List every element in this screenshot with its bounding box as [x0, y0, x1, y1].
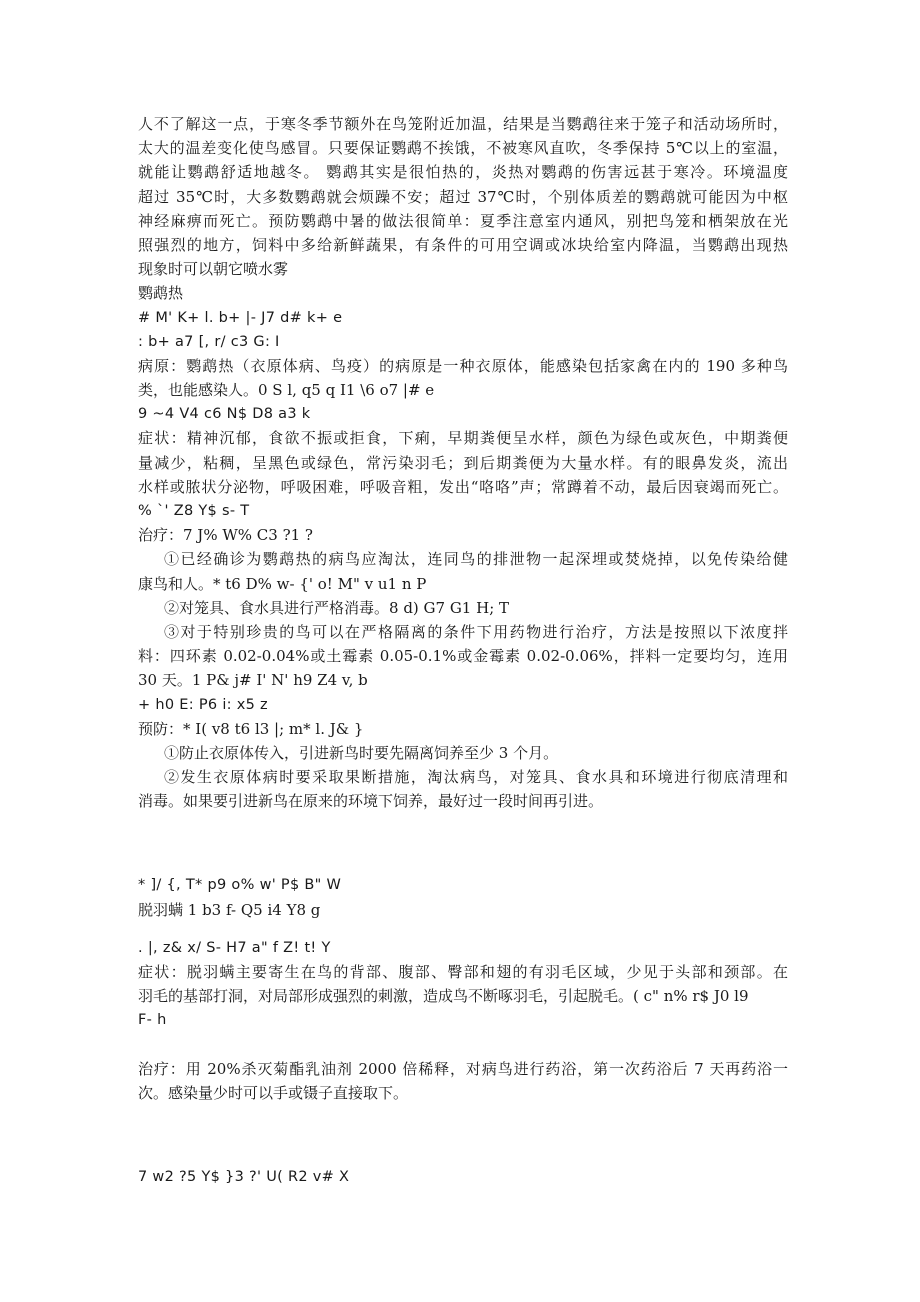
paragraph-spacer [138, 1105, 788, 1141]
text-line: ②对笼具、食水具进行严格消毒。8 d) G7 G1 H; T [164, 598, 510, 617]
document-page [138, 112, 788, 1189]
text-line: ③对于特别珍贵的鸟可以在严格隔离的条件下用药物进行治疗，方法是按照以下浓度拌 [164, 622, 788, 641]
text-line: 料：四环素 0.02-0.04%或土霉素 0.05-0.1%或金霉素 0.02-0.06%，拌料一定要均匀，连用 [138, 647, 788, 666]
paragraph-spacer [138, 1141, 788, 1165]
text-line: 就能让鹦鹉舒适地越冬。 鹦鹉其实是很怕热的，炎热对鹦鹉的伤害远甚于寒冷。环境温度 [138, 163, 788, 182]
noise-text-line: + h0 E: P6 i: x5 z [138, 696, 268, 713]
text-line: 症状：精神沉郁，食欲不振或拒食，下痢，早期粪便呈水样，颜色为绿色或灰色，中期粪便 [138, 429, 788, 448]
text-line: 羽毛的基部打洞，对局部形成强烈的刺激，造成鸟不断啄羽毛，引起脱毛。( c" n% r$ J0 l9 [138, 987, 749, 1006]
noise-text-line: . |, z& x/ S- H7 a" f Z! t! Y [138, 939, 331, 956]
noise-text-line: F- h [138, 1012, 167, 1029]
noise-text-line: 9 ~4 V4 c6 N$ D8 a3 k [138, 406, 311, 423]
noise-text-line: % `' Z8 Y$ s- T [138, 503, 250, 519]
text-line: 类，也能感染人。0 S l, q5 q I1 \6 o7 |# e [138, 381, 435, 400]
text-line: 水样或脓状分泌物，呼吸困难，呼吸音粗，发出“咯咯”声；常蹲着不动，最后因衰竭而死亡。 [138, 477, 788, 496]
text-line: 康鸟和人。* t6 D% w- {' o! M" v u1 n P [138, 574, 427, 593]
paragraph-spacer [138, 1033, 788, 1057]
text-line: 量减少，粘稠，呈黑色或绿色，常污染羽毛；到后期粪便为大量水样。有的眼鼻发炎，流出 [138, 453, 788, 472]
text-line: 照强烈的地方，饲料中多给新鲜蔬果，有条件的可用空调或冰块给室内降温，当鹦鹉出现热 [138, 235, 788, 254]
paragraph-spacer [138, 922, 788, 936]
paragraph-spacer [138, 813, 788, 849]
text-line: 30 天。1 P& j# I' N' h9 Z4 v, b [138, 671, 368, 690]
text-line: 脱羽螨 1 b3 f- Q5 i4 Y8 g [138, 900, 321, 919]
text-line: 消毒。如果要引进新鸟在原来的环境下饲养，最好过一段时间再引进。 [138, 792, 604, 811]
text-line: 治疗：用 20%杀灭菊酯乳油剂 2000 倍稀释，对病鸟进行药浴，第一次药浴后 7 天再药浴一 [138, 1059, 788, 1078]
noise-text-line: * ]/ {, T* p9 o% w' P$ B" W [138, 877, 342, 894]
document-body [138, 112, 788, 1189]
text-line: 症状：脱羽螨主要寄生在鸟的背部、腹部、臀部和翅的有羽毛区域，少见于头部和颈部。在 [138, 963, 788, 981]
text-line: 病原：鹦鹉热（衣原体病、鸟疫）的病原是一种衣原体，能感染包括家禽在内的 190 多种鸟 [138, 356, 788, 375]
text-line: 现象时可以朝它喷水雾 [138, 260, 289, 279]
text-line: 治疗：7 J% W% C3 ?1 ? [138, 526, 313, 545]
text-line: 人不了解这一点，于寒冬季节额外在鸟笼附近加温，结果是当鹦鹉往来于笼子和活动场所时， [138, 115, 788, 133]
noise-text-line: # M' K+ l. b+ |- J7 d# k+ e [138, 309, 343, 326]
text-line: 次。感染量少时可以手或镊子直接取下。 [138, 1083, 409, 1102]
text-line: 神经麻痹而死亡。预防鹦鹉中暑的做法很简单：夏季注意室内通风，别把鸟笼和栖架放在光 [138, 211, 788, 230]
text-line: ①防止衣原体传入，引进新鸟时要先隔离饲养至少 3 个月。 [164, 743, 559, 762]
noise-text-line: 7 w2 ?5 Y$ }3 ?' U( R2 v# X [138, 1168, 350, 1185]
text-line: 超过 35℃时，大多数鹦鹉就会烦躁不安；超过 37℃时，个别体质差的鹦鹉就可能因为中枢 [138, 187, 788, 206]
text-line: ①已经确诊为鹦鹉热的病鸟应淘汰，连同鸟的排泄物一起深埋或焚烧掉，以免传染给健 [164, 550, 788, 569]
paragraph-spacer [138, 849, 788, 873]
noise-text-line: : b+ a7 [, r/ c3 G: I [138, 333, 280, 350]
text-line: ②发生衣原体病时要采取果断措施，淘汰病鸟，对笼具、食水具和环境进行彻底清理和 [164, 768, 788, 787]
text-line: 预防：* I( v8 t6 l3 |; m* l. J& } [138, 719, 364, 738]
text-line: 鹦鹉热 [138, 284, 184, 303]
text-line: 太大的温差变化使鸟感冒。只要保证鹦鹉不挨饿，不被寒风直吹，冬季保持 5℃以上的室温， [138, 139, 788, 158]
